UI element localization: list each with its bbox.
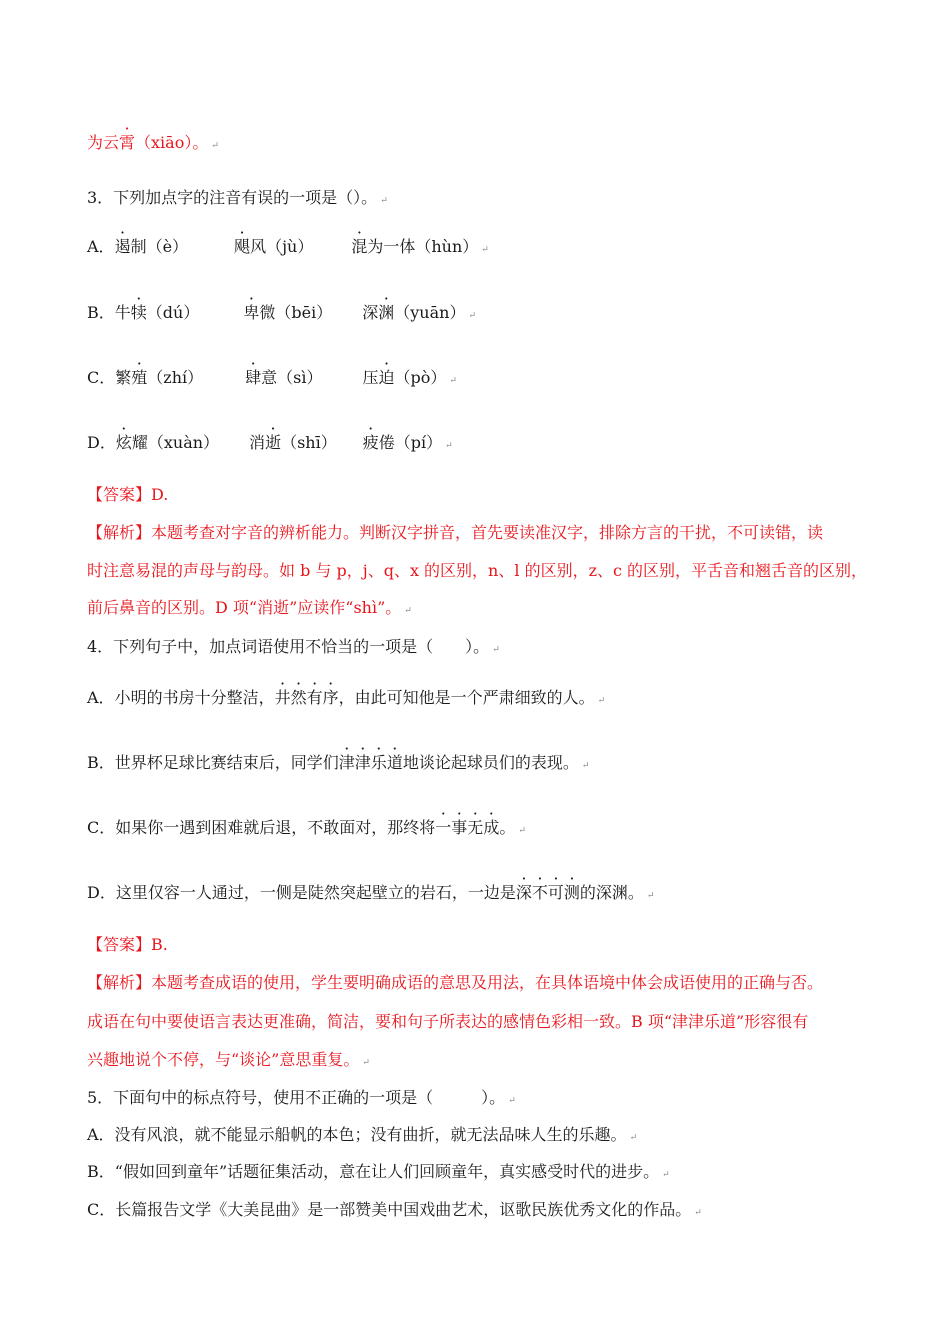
word-pinyin: 为一体（hùn）	[367, 237, 479, 256]
q4-option-d	[87, 883, 654, 906]
q4-analysis-line-2	[87, 1012, 808, 1032]
sentence-pre: 小明的书房十分整洁，	[114, 688, 275, 707]
q3-option-b	[87, 303, 476, 326]
dotted-char: 津	[338, 753, 355, 772]
dotted-char: 深	[515, 883, 532, 902]
continued-line	[87, 133, 219, 156]
word-pinyin: （yuān）	[394, 303, 466, 322]
option-label: C．	[87, 368, 116, 387]
dotted-char: 逝	[265, 433, 282, 452]
answer-text: 【答案】D.	[87, 485, 169, 504]
option-text: A．没有风浪，就不能显示船帆的本色；没有曲折，就无法品味人生的乐趣。	[87, 1125, 627, 1144]
question-5-stem	[87, 1088, 516, 1111]
option-label: B．	[87, 753, 115, 772]
q3-option-d	[87, 433, 453, 456]
paragraph-mark: ↵	[362, 1058, 370, 1068]
option-label: D．	[87, 433, 116, 452]
q3-answer	[87, 485, 168, 505]
q3-option-a	[87, 237, 489, 260]
option-label: C．	[87, 818, 116, 837]
question-4-stem	[87, 637, 500, 660]
word-pinyin: （dú）	[146, 303, 200, 322]
word-pre: 消	[249, 433, 266, 452]
q4-option-b	[87, 753, 589, 776]
dotted-char: 可	[547, 883, 564, 902]
dotted-char: 霄	[119, 133, 136, 152]
paragraph-mark: ↵	[662, 1170, 670, 1180]
question-3-stem	[87, 188, 388, 211]
q5-option-a	[87, 1125, 637, 1148]
word-pinyin: 风（jù）	[250, 237, 314, 256]
option-label: A．	[87, 237, 115, 256]
analysis-text: 【解析】本题考查对字音的辨析能力。判断汉字拼音，首先要读准汉字，排除方言的干扰，不可读错，读	[87, 523, 824, 542]
q3-option-c	[87, 368, 457, 391]
dotted-char: 津	[354, 753, 371, 772]
dotted-char: 卑	[243, 303, 260, 322]
option-text: B．“假如回到童年”话题征集活动，意在让人们回顾童年，真实感受时代的进步。	[87, 1162, 660, 1181]
paragraph-mark: ↵	[380, 196, 388, 206]
dotted-char: 井	[274, 688, 291, 707]
question-text: 4．下列句子中，加点词语使用不恰当的一项是（ ）。	[87, 637, 490, 656]
paragraph-mark: ↵	[694, 1208, 702, 1218]
dotted-char: 序	[322, 688, 339, 707]
option-label: B．	[87, 303, 115, 322]
word-pre: 牛	[114, 303, 131, 322]
paragraph-mark: ↵	[518, 826, 526, 836]
word-pinyin: 意（sì）	[261, 368, 323, 387]
dotted-char: 成	[483, 818, 500, 837]
sentence-post: 的深渊。	[579, 883, 644, 902]
q4-option-a	[87, 688, 605, 711]
dotted-char: 炫	[115, 433, 132, 452]
text-fragment: 为云	[87, 133, 120, 152]
paragraph-mark: ↵	[597, 696, 606, 706]
analysis-text: 兴趣地说个不停，与“谈论”意思重复。	[87, 1050, 360, 1069]
analysis-text: 前后鼻音的区别。D 项“消逝”应读作“shì”。	[87, 598, 402, 617]
paragraph-mark: ↵	[449, 376, 457, 386]
dotted-char: 渊	[378, 303, 395, 322]
word-pre: 深	[362, 303, 379, 322]
q4-option-c	[87, 818, 526, 841]
word-pinyin: 倦（pí）	[378, 433, 443, 452]
q5-option-b	[87, 1162, 670, 1185]
paragraph-mark: ↵	[404, 606, 412, 616]
dotted-char: 乐	[370, 753, 387, 772]
word-pre: 繁	[115, 368, 132, 387]
sentence-pre: 这里仅容一人通过，一侧是陡然突起壁立的岩石，一边是	[115, 883, 516, 902]
dotted-char: 一	[435, 818, 452, 837]
word-pinyin: （shī）	[281, 433, 337, 452]
answer-text: 【答案】B.	[87, 935, 168, 954]
paragraph-mark: ↵	[629, 1133, 638, 1143]
q3-analysis-line-3	[87, 598, 412, 621]
dotted-char: 然	[290, 688, 307, 707]
analysis-text: 成语在句中要使语言表达更准确，简洁，要和句子所表达的感情色彩相一致。B 项“津津乐道”形容很有	[87, 1012, 809, 1031]
dotted-char: 不	[531, 883, 548, 902]
dotted-char: 犊	[130, 303, 147, 322]
paragraph-mark: ↵	[481, 245, 489, 255]
sentence-post: 地谈论起球员们的表现。	[402, 753, 579, 772]
paragraph-mark: ↵	[211, 141, 219, 151]
dotted-char: 无	[467, 818, 484, 837]
option-label: D．	[87, 883, 116, 902]
sentence-post: ，由此可知他是一个严肃细致的人。	[338, 688, 595, 707]
q4-analysis-line-3	[87, 1050, 370, 1073]
option-label: A．	[87, 688, 115, 707]
dotted-char: 测	[563, 883, 580, 902]
word-pinyin: 制（è）	[130, 237, 189, 256]
dotted-char: 遏	[114, 237, 131, 256]
option-text: C．长篇报告文学《大美昆曲》是一部赞美中国戏曲艺术，讴歌民族优秀文化的作品。	[87, 1200, 692, 1219]
dotted-char: 疲	[362, 433, 379, 452]
dotted-char: 事	[451, 818, 468, 837]
word-pinyin: （zhí）	[147, 368, 204, 387]
paragraph-mark: ↵	[492, 645, 500, 655]
question-text: 5．下面句中的标点符号，使用不正确的一项是（ ）。	[87, 1088, 506, 1107]
q5-option-c	[87, 1200, 702, 1223]
question-text: 3．下列加点字的注音有误的一项是（）。	[87, 188, 378, 207]
dotted-char: 殖	[131, 368, 148, 387]
dotted-char: 有	[306, 688, 323, 707]
dotted-char: 迫	[378, 368, 395, 387]
pinyin-text: （xiāo）。	[135, 133, 209, 152]
dotted-char: 飓	[234, 237, 251, 256]
dotted-char: 道	[386, 753, 403, 772]
word-pre: 压	[362, 368, 379, 387]
paragraph-mark: ↵	[508, 1096, 516, 1106]
dotted-char: 肆	[245, 368, 262, 387]
q4-analysis-line-1	[87, 973, 823, 993]
sentence-pre: 如果你一遇到困难就后退，不敢面对，那终将	[115, 818, 436, 837]
q3-analysis-line-2	[87, 561, 867, 581]
analysis-text: 【解析】本题考查成语的使用，学生要明确成语的意思及用法，在具体语境中体会成语使用的正确与否。	[87, 973, 824, 992]
paragraph-mark: ↵	[646, 891, 655, 901]
paragraph-mark: ↵	[468, 311, 476, 321]
q4-answer	[87, 935, 168, 955]
dotted-char: 混	[351, 237, 368, 256]
word-pinyin: （pò）	[394, 368, 447, 387]
paragraph-mark: ↵	[445, 441, 453, 451]
word-pinyin: 耀（xuàn）	[131, 433, 220, 452]
q3-analysis-line-1	[87, 523, 823, 543]
sentence-pre: 世界杯足球比赛结束后，同学们	[114, 753, 339, 772]
sentence-post: 。	[499, 818, 516, 837]
paragraph-mark: ↵	[581, 761, 590, 771]
analysis-text: 时注意易混的声母与韵母。如 b 与 p，j、q、x 的区别，n、l 的区别，z、c 的区别，平舌音和翘舌音的区别，	[87, 561, 868, 580]
word-pinyin: 微（bēi）	[259, 303, 333, 322]
